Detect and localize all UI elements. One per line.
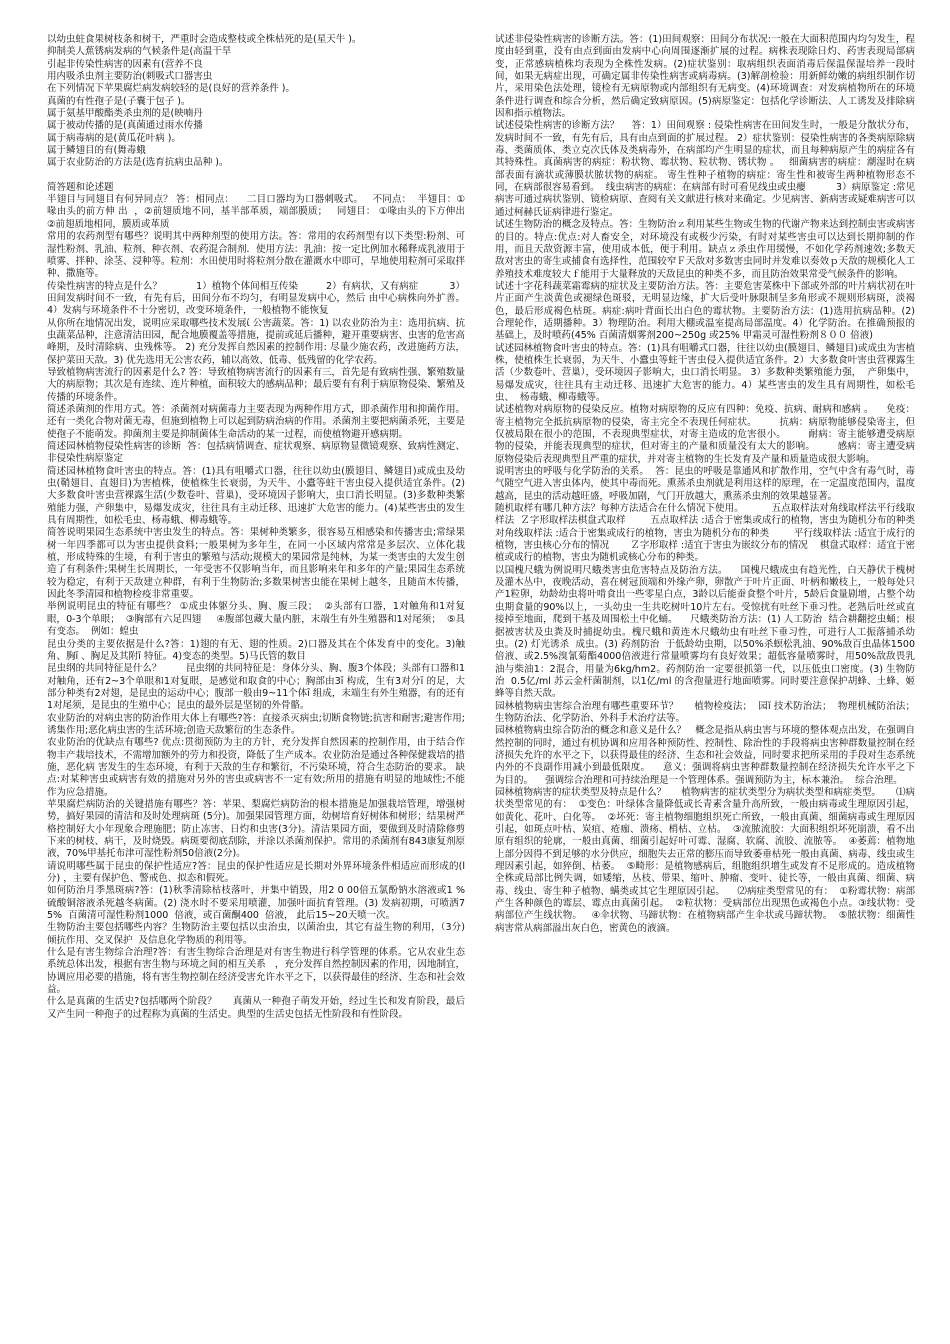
intro-line: 真菌的有性孢子是(子囊于包子 )。 [47,95,191,107]
intro-line: 属于氨基甲酸酯类杀虫剂的是(映喃丹 [47,108,203,120]
qa-paragraph: 传染性病害的特点是什么？ 1）植物个体间相互传染 2）有病状，又有病症 3）田间发病时间不一致，有先有后，田间分布不均匀，有明显发病中心，然后 由中心病株向外扩善。 4）发病与环境条件不十分密切，改变环境条件，一般植物不能恢复 [47,280,484,317]
qa-paragraph: 从你所在地情况出发，说明应采取哪些技术发展ί 公害蔬菜。答：1) 以农业防治为主：选用抗病、抗虫蔬菜品种，注意清洁田园，配合地膜覆盖等措施，提前或延后播种，避开重要病害、虫害的危害高峰期，及时清除病、虫残株等。 2) 充分发挥自然因素的控制作用: 尽量少施农药，改进施药方法，保护菜田天敌。3) 优先选用无公害农药，辅以高效、低毒、低残留的化学农药。 [47,317,466,366]
right-column [495,34,940,935]
intro-line: 以幼虫蛀食果树枝条和树干，严重时会造成整枝或全株枯死的是(星天牛 )。 [47,34,362,45]
qa-paragraph: 试述植物对病原物的侵染反应。植物对病原物的反应有四种：免疫、抗病、耐病和感病 。 免疫：寄主植物完全抵抗病原物的侵染，寄主完全不表现任何症状。 抗病：病原物能够侵染寄主，但仅被局限在很小的范围，不表现典型症状，对寄主造成的危害很小。 耐病：寄主能够遭受病原物的侵染，并能表现典型的症状，但对寄主的产量和质量没有太大的影响。 感病：寄主遭受病原物侵染后表现典型且严重的症状，并对寄主植物的生长发育及产量和质量造成很大影响。 [495,404,915,465]
qa-paragraph: 简述园林植物侵染性病害的诊断 答：包括病情调查、症状观察、病原物显微镜观察、致病性测定、非侵染性病原鉴定 [47,441,465,465]
qa-paragraph: 常用的农药剂型有哪些？说明其中两种剂型的使用方法。答：常用的农药剂型有以下类型:粉剂、可湿性粉剂、乳油、粒剂、种衣剂、农药混合制剂．使用方法：乳油：按一定比例加水稀释成乳液用于喷雾、拌种、涂茎、浸种等。粒剂：水田使用时将粒剂分散在灌溉水中即可，旱地使用粒剂可采取拌种、撒施等。 [47,231,466,280]
intro-line: 用内吸杀虫剂主要防治(刺吸式口器害虫 [47,71,213,83]
qa-paragraph: 以国槐尺蛾为例说明尺蛾类害虫危害特点及防治方法。 国槐尺蛾成虫有趋光性，白天静伏于槐树及灌木丛中，夜晚活动，喜在树冠顶端和外缘产卵，卵散产于叶片正面、叶柄和嫩枝上，一般每处只产1粒卵，幼龄幼虫将叶啃食出一些零星白点，3龄以后能蚕食整个叶片，5龄后食量剧增，占整个幼虫期食量的90%以上，一头幼虫一生共吃树叶10片左右。受惊扰有吐丝下垂习性。老熟后吐丝或直接掉至地面，爬到干基及周围松土中化蛹。 尺蛾类防治方法：(1) 人工防治 结合耕翻挖虫蛹；根据被害状及虫粪及时捕捉幼虫。槐尺蛾和黄连木尺蛾幼虫有吐丝下垂习性，可进行人工振落捕杀幼虫。(2) 灯光诱杀 成虫。(3) 药剂防治 于低龄幼虫期，以50%杀螟松乳油、90%敌百虫晶体1500倍液、或2.5%溴氰菊酯4000倍液进行常量喷雾均有良好效果；超低容量喷雾时，用50%敌敌畏乳油与柴油1：2混合，用量为6kg/hm2。药剂防治一定要很抓第一代，以压低虫口密度。(3) 生物防治 0.5亿/ml 苏云金杆菌制剂，以1亿/ml 的含孢量进行地面喷雾。同时要注意保护胡蜂、土蜂、姬蜂等自然天敌。 [495,564,915,700]
qa-paragraph: 请说明哪些属于昆虫的保护性适应?答：昆虫的保护性适应是长期对外界环境条件相适应而形成的(l 分) ，主要有保护色、警戒色、拟态和假死。 [47,860,469,885]
qa-paragraph: 苹果腐烂病防治的关键措施有哪些？答：苹果、梨腐烂病防治的根本措施是加强栽培管理，增强树势，搞好果园的清洁和及时处理病斑 (5分)。加强果园管理方面，幼树培育好树体和树形；结果树严格控制好大小年现象合理施肥；防止冻害、日灼和虫害(3分)。清洁果园方面，要做到及时清除修剪下来的树枝、病干，及时烧毁。病斑要彻底刮除，并涂以杀菌剂保护。常用的杀菌剂有843康复剂原液，70%甲基托布津可湿性粉剂50倍液(2分)。 [47,798,465,860]
qa-paragraph: 试述非侵染性病害的诊断方法。答：(1)田间观察：田间分布状况:一般在大面积范围内均匀发生，程度由轻到重，没有由点到面由发病中心向周围逐渐扩展的过程。病株表现除日灼、药害表现局部病变，正常感病植株均表现为全株性发病。(2)症状鉴别：取病组织表面消毒后保温保湿培养一段时间，如果无病症出现，可确定属非传染性病害或病毒病。(3)解剖检验：用新鲜幼嫩的病组织制作切片，采用染色法处理，镜检有无病原物或内部组织有无病变。(4)环境调查：对发病植物所在的环境条件进行调查和综合分析，然后确定致病原因。(5)病原鉴定：包括化学诊断法、人工诱发及排除病因和指示植物法。 [495,34,915,120]
intro-line: 抑制美人蕉锈病发病的气候条件是(高温干旱 [47,46,232,58]
qa-paragraph: 农业防治的对病虫害的防治作用大体上有哪些?答：直接杀灭病虫;切断食物链;抗害和耐害;避害作用;诱集作用;恶化病虫害的生活环境;创造天敌繁衍的生态条件。 [47,712,465,736]
qa-paragraph: 导致植物病害流行的因素是什么? 答：导致植物病害流行的因素有三，首先是有致病性强、繁殖数量大的病原物；其次是有连续、连片种植，面积较大的感病品种；最后要有有利于病原物侵染、繁殖及传播的环境条件。 [47,366,466,403]
qa-paragraph: 昆虫分类的主要依据是什么?答：1)翅的有无、翅的性质。2)口器及其在个体发育中的变化。3)触角、胸ī 、胸足及其附ī 特征。4)变态的类型。5)马氏管的数目 [47,638,465,662]
qa-paragraph: 生物防治主要包括哪些内容？生物防治主要包括以虫治虫，以菌治虫，其它有益生物的利用，（3分)倾抗作用、交叉保护 及信息化学物质的利用等。 [47,922,465,946]
qa-paragraph: 昆虫纲的共同特征是什么？ 昆虫纲的共同特征是：身体分头、胸、腹3个体段；头部有口器和1对触角，还有2~3个单眼和1对复眼，是感觉和取食的中心；胸部由3ī 构成，生有3对分ī 的足，大部分种类有2对翅，是昆虫的运动中心；腹部一般由9~11个体ī 组成，末端生有外生殖器，有的还有1对尾须，是昆虫的生殖中心；昆虫的最外层是坚韧的外骨骼。 [47,663,465,712]
qa-paragraph: 试述十字花科蔬菜霜霉病的症状及主要防治方法。答：主要危害菜株中下部或外部的叶片病状初在叶片正面产生淡黄色或褪绿色斑驳，无明显边缘，扩大后受叶脉限制呈多角形或不规则形病斑，淡褐色，最后形成褐色枯斑。病症:病叶背面长出白色的霉状物。主要防治方法：(1)选用抗病品种。(2) 合理轮作，适期播种。3）物理防治。利用大棚或温室提高局部温度。4）化学防治。在推确预报的基础上，及时喷药(45% 百菌清烟雾剂200~250g 或25% 甲霜灵可湿性粉剂８００ 倍液) [495,280,919,342]
qa-paragraph: 简述杀菌剂的作用方式。答：杀菌剂对病菌毒力主要表现为两种作用方式，即杀菌作用和抑菌作用。还有一类化合物对菌无毒，但施到植物上可以起到防病治病的作用。杀菌剂主要把病菌杀死，主要是使孢子不能萌发。抑菌剂主要是抑制菌体生命活动的某一过程，而使植物避开感病期。 [47,403,466,440]
qa-paragraph: 试述生物防治的概念及特点。答：生物防治ｚ利用某些生物或生物的代谢产物来达到控制虫害或病害的目的。特点:优点:对人畜安全，对环境没有或极少污染，有时对某些害虫可以达到长期抑制的作用，而且天敌资源丰富，使用成本低，便于利用。缺点ｚ杀虫作用缓慢，不如化学药剂速效;多数天敌对害虫的寄生或捕食有选择性，范围较窄Ｆ天敌对多数害虫同时并发难以奏效ｐ天敌的规模化人工养殖技术难度较大ｆ能用于大量释放的天敌昆虫的种类不多，而且防治效果常受气候条件的影响。 [495,219,915,280]
qa-paragraph: 举例说明昆虫的特征有哪些？ ①成虫体躯分头、胸、腹三段； ②头部有口器，1对触角和1对复眼，0-3个单眼； ③胸部有六足四翅 ④腹部包藏大量内脏，末端生有外生殖器和1对尾须； ⑤具有变态。 例如：蝗虫 [47,601,465,638]
qa-paragraph: 简答说明果园生态系统中害虫发生的特点。答：果树种类繁多，很容易互相感染和传播害虫;常绿果树一年四季都可以为害虫提供食料;一般果树为多年生，在同一小区域内常常是多层次、立体化栽植，形成特殊的生境，有利于害虫的繁殖与活动;规模大的果园常是纯林，为某一类害虫的大发生创造了有利条件;果树生长周期长，一年受害不仅影响当年，而且影响来年和多年的产量;果园生态系统较为稳定，有利于天敌建立种群，有利于生物防治;多数果树害虫能在果树上越冬，且随苗木传播，因此冬季清园和植物检疫非常重要。 [47,527,465,601]
spacer [47,170,465,182]
qa-paragraph: 试述园林植物食叶害虫的特点。答：(1)具有咀嚼式口器，往往以幼虫(膜翅目、鳞翅目)或成虫为害植株，使植株生长衰弱，为天牛、小蠹虫等蛀干害虫侵入提供适宜条件。2）大多数食叶害虫营裸露生活（少数卷叶、营巢），受环境因子影响大，虫口消长明显。 3）多数种类繁殖能力强， 产卵集中， 易爆发成灾，往往具有主动迁移、迅速扩大危害的能力。4）某些害虫的发生具有周期性，如松毛虫、 杨毒蛾、柳毒蛾等。 [495,342,922,403]
qa-paragraph: 什么是真菌的生活史?包括哪两个阶段？ 真菌从一种孢子萌发开始，经过生长和发育阶段，最后又产生同一种孢子的过程称为真菌的生活史。典型的生活史包括无性阶段和有性阶段。 [47,996,465,1020]
intro-line: 属于农业防治的方法是(选育抗病虫品种 )。 [47,157,229,169]
intro-line: 在下列情况下苹果腐烂病发病较轻的是(良好的营养条件 )。 [47,83,295,95]
intro-line: 属于鳞翅目的有(舞毒蛾 [47,145,146,157]
section-title: 简答题和论述题 [47,181,114,193]
qa-paragraph: 随机取样有哪几种方法？每种方法适合在什么情况下使用。 五点取样法对角线取样法平行线取样法 Ｚ字形取样法棋盘式取样 五点取样法 :适合于密集或成行的植物，害虫为随机分布的种类 对角线取样法 :适合于密集或成行的植物，害虫为随机分布的种类 平行线取样法 :适宜于成行的植物，害虫核心分布的情况 Ｚ字形取样 :适宜于害虫为嵌纹分布的情况 棋盘式取样：适宜于密植或成行的植物，害虫为随机或核心分布的种类。 [495,503,940,564]
intro-line: 引起非传染性病害的因素有(营养不良 [47,58,203,70]
intro-line: 属于病毒病的是(黄瓜花叶病 )。 [47,132,181,144]
qa-paragraph: 园林植物病虫综合防治的概念和意义是什么？ 概念是指从病虫害与环境的整体观点出发，在强调自然控制的同时，通过有机协调和应用各种预防性、控制性、除治性的手段将病虫害种群数量控制在经济损失允许的水平之下，以获得最佳的经济、生态和社会效益，同时要求把所采用的手段对生态系统内外的不良副作用减小到最低限度。 意义：强调将病虫害种群数量控制在经济损失允许水平之下为目的。 强调综合治理和可持续治理是一个管理体系。强调预防为主，标本兼治。 综合治理。 [495,725,915,786]
intro-line: 属于被动传播的是(真菌通过雨水传播 [47,120,203,132]
qa-paragraph: 半翅目与同翅目有何异同点？ 答：相同点： 二目口器均为口器刺吸式。 不同点： 半翅目：①喙由头的前方伸 出 ，②前翅质地不同，基半部革质，端部膜质； 同翅目： ①喙由头的下方伸出 ②前翅质地相同，膜质或革质 [47,194,475,230]
qa-paragraph: 如何防治月季黑斑病?答：(1)秋季清除枯枝落叶，并集中销毁，用2 0 00倍五氯酚钠水溶液或1 %硫酸铜溶液杀死越冬病菌。(2) 浇水时不要采用喷灌，加强叶面抗育管理。(3) 发病初期，可喷洒75% 百菌清可湿性粉剂1000 倍液，或百菌酮400 倍液， 此后15~20天喷一次。 [47,885,465,922]
qa-paragraph: 农业防治的优缺点有哪些? 优点:贯彻预防为主的方针，充分发挥自然因素的控制作用，由于结合作物丰产栽培技术，不需增加额外的劳力和投资，降低了生产成本。农业防治是通过各种保健栽培的措施，恶化病 害发生的生态环境，有利于天敌的生存和繁衍，不污染环境，符合生态防治的要求。 缺点:对某种害虫或病害有效的措施对另外的害虫或病害不一定有效;所用的措施有明显的地域性;不能作为应急措施。 [47,737,466,798]
qa-paragraph: 什么是有害生物综合治理?答：有害生物综合治理是对有害生物进行科学管理的体系。它从农业生态系统总体出发，根据有害生物与环境之间的相互关系 ，充分发挥自然控制因素的作用，因地制宜，协调应用必要的措施，将有害生物控制在经济受害允许水平之下，以获得最佳的经济、生态和社会效益。 [47,947,466,996]
qa-paragraph: 园林植物病虫害综合治理有哪些重要环节？ 植物检疫法； 园ĭ 技术防治法； 物理机械防治法； 生物防治法、化学防治、外科手术治疗法等。 [495,700,931,724]
qa-paragraph: 简述园林植物食叶害虫的特点。答：(1)具有咀嚼式口器，往往以幼虫(膜翅目、鳞翅目)或成虫及幼虫(鞘翅目、直翅目)为害植株，使植株生长衰弱，为天牛、小蠹等蛀干害虫侵入提供适宜条件。(2)大多数食叶害虫营裸露生活(少数卷叶、营巢)，受环境因子影响大，虫口消长明显。(3)多数种类繁殖能力强，产卵集中，易爆发成灾，往往具有主动迁移、迅速扩大危害的能力。(4)某些害虫的发生具有周期性，如松毛虫、杨毒蛾、柳毒蛾等。 [47,465,465,527]
qa-paragraph: 说明害虫的呼吸与化学防治的关系。 答：昆虫的呼吸是靠通风和扩散作用，空气中含有毒气时，毒气随空气进入害虫体内，使其中毒而死。熏蒸杀虫剂就是利用这样的原理，在一定温度范围内，温度越高，昆虫的活动越旺盛，呼吸加剧，气门开放越大，熏蒸杀虫剂的效果越显著。 [495,466,915,502]
qa-paragraph: 园林植物病害的症状类型及特点是什么？ 植物病害的症状类型分为病状类型和病症类型。 ⑴病状类型常见的有： ①变色：叶绿体含量降低或长青素含量升高所致，一般由病毒或生理原因引起，如黄化、花叶、白化等。 ②坏死：寄主植物细胞组织死亡所致，一般由真菌、细菌病毒或生理原因引起，如斑点叶枯、炭疽、疮痂、溃疡、梢枯、立枯。 ③流脓流胶：大面积组织坏死崩溃，看不出原有组织的轮廓，一般由真菌、细菌引起好叶可霉、湿腐、软腐、流胶、流脓等。 ④萎蔫：植物地上部分因得不到足够的水分供应，细胞失去正常的膨压而导致萎垂枯死一般由真菌、病毒、线虫或生理因素引起，如猝倒、枯萎。 ⑤畸形：是植物感病后，组胞组织增生或发育不足形成的。造成植物全株或局部比例失调，如矮缩，丛枝、带果、缩叶、肿瘤、变叶、徒长等，一般由真菌、细菌、病毒、线虫、寄生种子植物、螨类或其它生理原因引起。 ⑵病症类型常见的有： ①粉霉状物：病部产生各种颜色的霉层、霉点由真菌引起。 ②粒状物：受病部位出现黑色或褐色小点。③线状物：受病部位产生线状物。 ④伞状物、马蹄状物：在植物病部产生伞状或马蹄状物。 ⑤脓状物：细菌性病害常从病部溢出灰白色，密黄色的液滴。 [495,786,915,934]
qa-paragraph: 试述侵染性病害的诊断方法？ 答：1）田间观察 : 侵染性病害在田间发生时，一般是分散状分布，发病时间不一致，有先有后，具有由点到面的扩展过程。 2）症状鉴别：侵染性病害的各类病原除病毒、类菌质体、类立克次氏体及类病毒外，在病部均产生明显的症状，而且每种病原产生的病症各有其特殊性。真菌病害的病症：粉状物、霉状物、粒状物、锈状物 。 细菌病害的病症：潮湿时在病部表面有滴状或薄膜状脓状物的病症。 寄生性种子植物的病症：寄生性和被寄生两种植物形态不同，在病部很容易看到。 线虫病害的病症：在病部有时可看见线虫或虫瘿 3）病原鉴定 :常见病害可通过病状鉴别、镜检病原、查阅有关文献进行核对来确定。少见病害、新病害或疑难病害可以通过柯赫氏证病律进行鉴定。 [495,120,915,218]
left-column [47,34,484,1021]
